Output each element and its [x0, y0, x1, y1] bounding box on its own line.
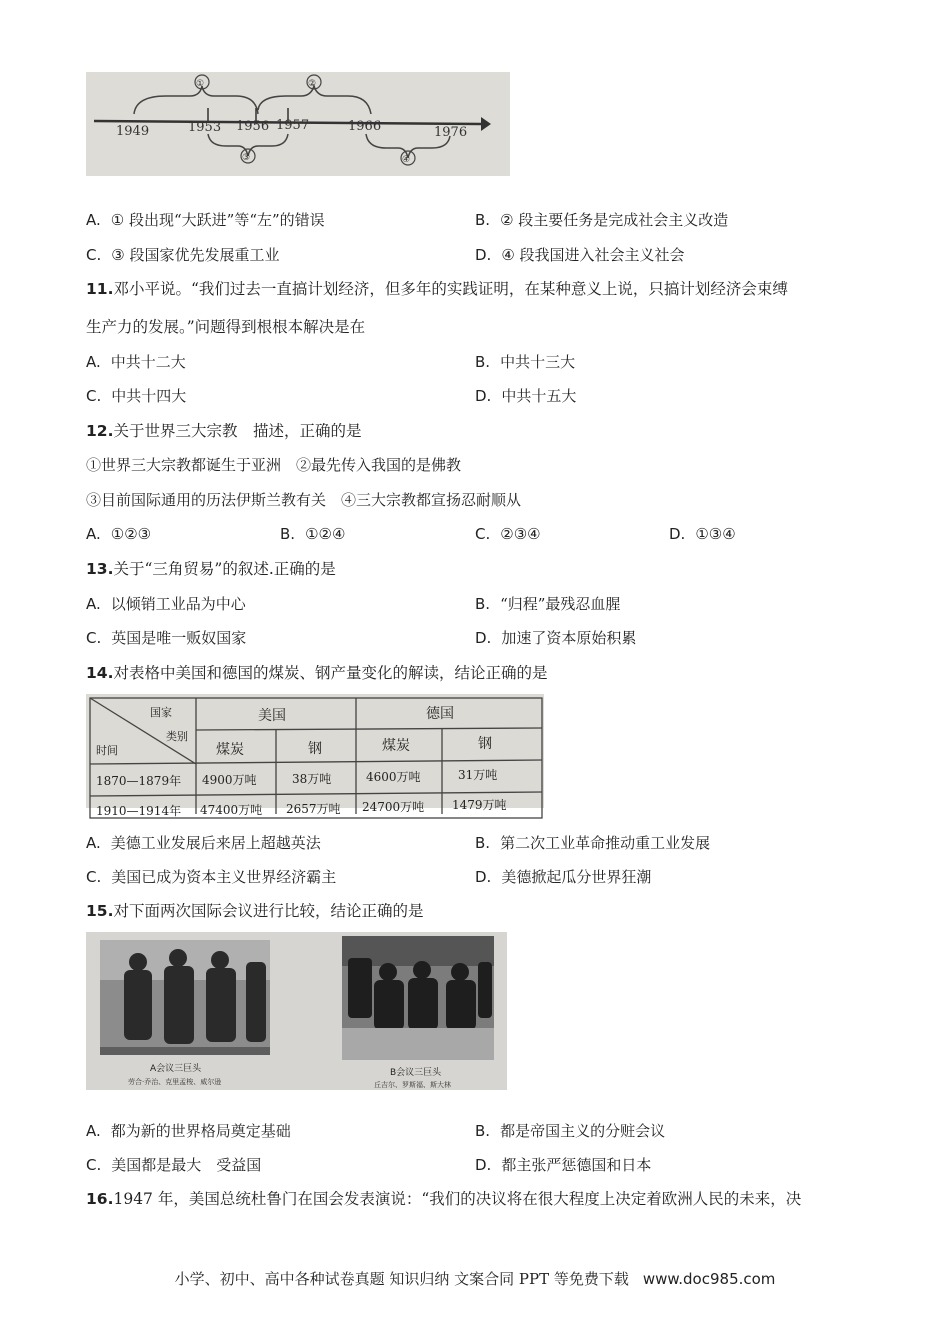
q15-option-d[interactable]	[475, 1155, 651, 1175]
option-text: 美国都是最大 受益国	[111, 1156, 262, 1174]
q11-option-d[interactable]	[475, 386, 576, 406]
timeline-mark-3: ③	[242, 153, 251, 163]
option-label: A.	[86, 834, 101, 852]
option-label: C.	[86, 246, 102, 264]
option-text: 中共十四大	[111, 387, 187, 405]
timeline-figure	[86, 72, 510, 176]
q13-text: 关于“三角贸易”的叙述.正确的是	[113, 560, 336, 578]
option-label: D.	[475, 868, 492, 886]
q15-option-a[interactable]	[86, 1121, 291, 1141]
q13-stem	[86, 559, 336, 579]
table-row2-usa-steel: 2657万吨	[286, 802, 341, 816]
timeline-mark-4: ④	[402, 155, 411, 165]
q10-option-b[interactable]	[475, 210, 728, 230]
option-text: 中共十二大	[110, 353, 186, 371]
timeline-year-1957: 1957	[276, 118, 310, 133]
option-text: 第二次工业革命推动重工业发展	[500, 834, 711, 852]
timeline-year-1953: 1953	[188, 120, 222, 135]
option-label: A.	[86, 353, 101, 371]
table-row1-usa-coal: 4900万吨	[202, 773, 257, 787]
option-label: A.	[86, 525, 101, 543]
option-label: C.	[86, 1156, 102, 1174]
timeline-mark-1: ①	[196, 79, 205, 89]
q11-option-c[interactable]	[86, 386, 186, 406]
table-row1-germany-steel: 31万吨	[458, 768, 498, 782]
production-table-figure	[86, 694, 544, 818]
q10-option-c[interactable]	[86, 245, 279, 265]
q12-number: 12.	[86, 422, 114, 440]
table-header-germany: 德国	[426, 706, 454, 722]
option-text: 以倾销工业品为中心	[110, 595, 246, 613]
q12-statements-2: ③目前国际通用的历法伊斯兰教有关 ④三大宗教都宣扬忍耐顺从	[86, 491, 522, 509]
table-col-coal-germany: 煤炭	[382, 738, 410, 754]
q14-number: 14.	[86, 664, 114, 682]
q12-statements-1: ①世界三大宗教都诞生于亚洲 ②最先传入我国的是佛教	[86, 456, 462, 474]
photo-b-caption: B会议三巨头	[390, 1068, 442, 1078]
option-text: 中共十三大	[500, 353, 576, 371]
q15-option-b[interactable]	[475, 1121, 665, 1141]
option-label: B.	[475, 353, 491, 371]
conference-photos-figure	[86, 932, 507, 1090]
photo-a-names: 劳合·乔治、克里孟梭、威尔逊	[128, 1078, 222, 1086]
option-label: C.	[86, 387, 102, 405]
q14-stem	[86, 663, 547, 683]
timeline-year-1966: 1966	[348, 119, 382, 134]
q12-option-a[interactable]	[86, 524, 151, 544]
option-text: 美德掀起瓜分世界狂潮	[501, 868, 652, 886]
photo-b-names: 丘吉尔、罗斯福、斯大林	[374, 1081, 451, 1089]
q12-text: 关于世界三大宗教 描述，正确的是	[113, 422, 362, 440]
table-row2-period: 1910—1914年	[96, 804, 182, 818]
q13-option-a[interactable]	[86, 594, 246, 614]
table-corner-country: 国家	[150, 706, 172, 719]
q15-stem	[86, 901, 423, 921]
option-label: B.	[475, 211, 491, 229]
option-text: ①③④	[695, 525, 736, 543]
q15-text: 对下面两次国际会议进行比较，结论正确的是	[113, 902, 424, 920]
option-label: C.	[86, 868, 102, 886]
table-row1-germany-coal: 4600万吨	[366, 770, 421, 784]
table-row2-germany-steel: 1479万吨	[452, 798, 507, 812]
footer-text: 小学、初中、高中各种试卷真题 知识归纳 文案合同 PPT 等免费下载	[174, 1270, 629, 1288]
option-text: ①②④	[305, 525, 346, 543]
q14-option-c[interactable]	[86, 867, 336, 887]
option-text: ① 段出现“大跃进”等“左”的错误	[110, 211, 325, 229]
timeline-mark-2: ②	[308, 79, 317, 89]
option-text: 美国已成为资本主义世界经济霸主	[111, 868, 337, 886]
production-table-svg	[86, 694, 544, 818]
q12-stem	[86, 421, 361, 441]
q13-option-b[interactable]	[475, 594, 620, 614]
timeline-year-1956: 1956	[236, 119, 270, 134]
option-text: 都为新的世界格局奠定基础	[110, 1122, 291, 1140]
q11-stem-line1	[86, 279, 788, 299]
table-header-usa: 美国	[258, 708, 286, 724]
option-text: 英国是唯一贩奴国家	[111, 629, 247, 647]
q12-option-b[interactable]	[280, 524, 345, 544]
option-label: D.	[475, 629, 492, 647]
option-label: C.	[86, 629, 102, 647]
q15-option-c[interactable]	[86, 1155, 261, 1175]
table-corner-category: 类别	[166, 730, 188, 743]
table-row2-usa-coal: 47400万吨	[200, 803, 263, 817]
q11-number: 11.	[86, 280, 114, 298]
option-label: C.	[475, 525, 491, 543]
q10-option-d[interactable]	[475, 245, 685, 265]
option-label: B.	[280, 525, 296, 543]
footer-url[interactable]: www.doc985.com	[642, 1270, 776, 1288]
option-text: ②③④	[500, 525, 541, 543]
option-text: 都是帝国主义的分赃会议	[500, 1122, 666, 1140]
q13-number: 13.	[86, 560, 114, 578]
q10-option-a[interactable]	[86, 210, 325, 230]
q16-number: 16.	[86, 1190, 114, 1208]
option-text: 都主张严惩德国和日本	[501, 1156, 652, 1174]
table-col-steel-usa: 钢	[308, 741, 322, 757]
option-text: ④ 段我国进入社会主义社会	[501, 246, 685, 264]
option-text: ② 段主要任务是完成社会主义改造	[500, 211, 729, 229]
option-label: D.	[475, 1156, 492, 1174]
table-row2-germany-coal: 24700万吨	[362, 800, 425, 814]
q16-text: 1947 年，美国总统杜鲁门在国会发表演说：“我们的决议将在很大程度上决定着欧洲人民的未来，决	[113, 1190, 802, 1208]
option-label: A.	[86, 595, 101, 613]
q15-number: 15.	[86, 902, 114, 920]
q16-stem-line1	[86, 1189, 801, 1209]
table-col-coal-usa: 煤炭	[216, 742, 244, 758]
conference-photos-svg	[86, 932, 507, 1090]
q14-option-b[interactable]	[475, 833, 710, 853]
page-footer	[0, 1268, 950, 1289]
timeline-svg	[86, 72, 510, 176]
q13-option-d[interactable]	[475, 628, 636, 648]
timeline-year-1949: 1949	[116, 124, 150, 139]
table-col-steel-germany: 钢	[478, 736, 492, 752]
table-row1-period: 1870—1879年	[96, 774, 182, 788]
q11-stem-line2: 生产力的发展。”问题得到根根本解决是在	[86, 318, 366, 336]
table-corner-time: 时间	[96, 744, 118, 757]
q14-text: 对表格中美国和德国的煤炭、钢产量变化的解读，结论正确的是	[113, 664, 548, 682]
option-label: D.	[669, 525, 686, 543]
option-text: 美德工业发展后来居上超越英法	[110, 834, 321, 852]
photo-b	[342, 936, 494, 1089]
q11-option-b[interactable]	[475, 352, 575, 372]
q13-option-c[interactable]	[86, 628, 246, 648]
timeline-year-1976: 1976	[434, 125, 468, 140]
q12-option-c[interactable]	[475, 524, 541, 544]
table-row1-usa-steel: 38万吨	[292, 772, 332, 786]
q11-option-a[interactable]	[86, 352, 186, 372]
option-label: D.	[475, 246, 492, 264]
q12-option-d[interactable]	[669, 524, 736, 544]
option-label: A.	[86, 211, 101, 229]
option-label: D.	[475, 387, 492, 405]
option-text: 加速了资本原始积累	[501, 629, 637, 647]
option-label: B.	[475, 834, 491, 852]
option-text: “归程”最残忍血腥	[500, 595, 621, 613]
option-text: ①②③	[110, 525, 152, 543]
q11-text: 邓小平说。“我们过去一直搞计划经济，但多年的实践证明，在某种意义上说，只搞计划经济会束缚	[113, 280, 788, 298]
q14-option-a[interactable]	[86, 833, 321, 853]
q14-option-d[interactable]	[475, 867, 651, 887]
option-label: B.	[475, 595, 491, 613]
option-text: 中共十五大	[501, 387, 577, 405]
photo-a	[100, 940, 270, 1086]
option-text: ③ 段国家优先发展重工业	[111, 246, 280, 264]
option-label: A.	[86, 1122, 101, 1140]
photo-a-caption: A会议三巨头	[150, 1064, 202, 1074]
option-label: B.	[475, 1122, 491, 1140]
